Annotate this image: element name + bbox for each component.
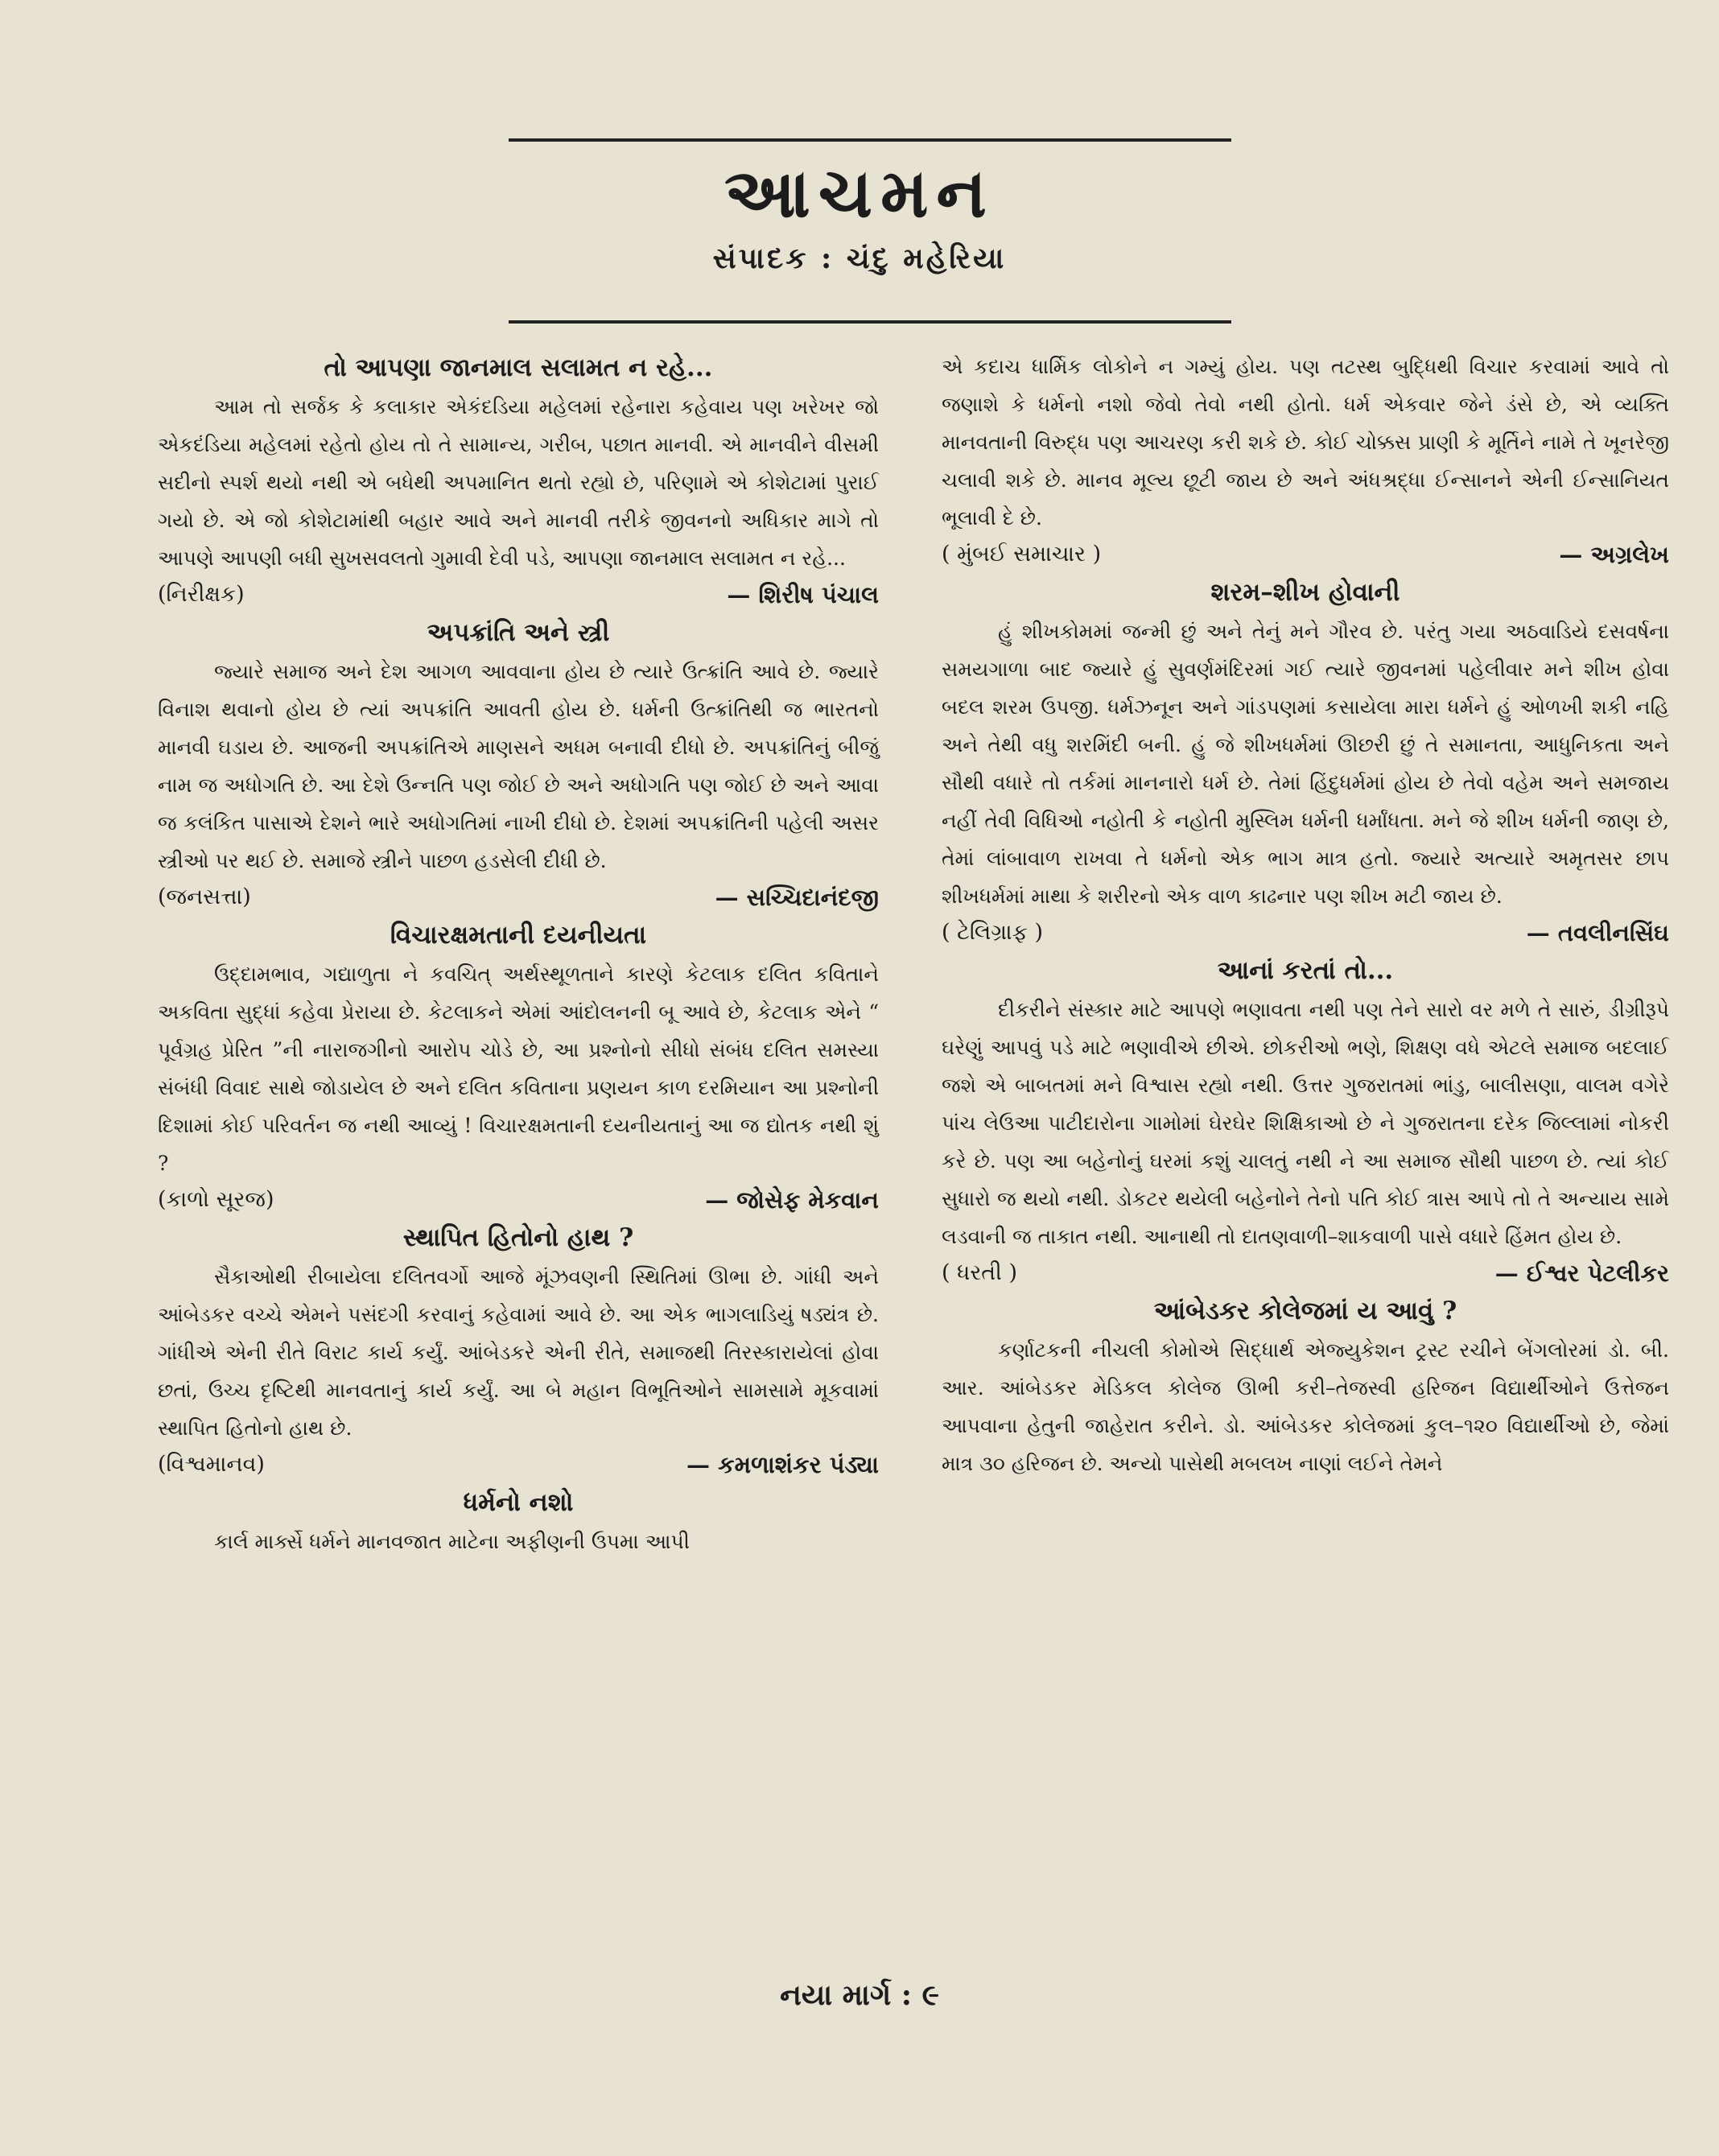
article-source: ( ટેલિગ્રાફ ) <box>942 920 1044 945</box>
page-footer: નયા માર્ગ : ૯ <box>780 1978 939 2012</box>
article-body: એ કદાચ ધાર્મિક લોકોને ન ગમ્યું હોય. પણ તટસ્થ બુદ્ધિથી વિચાર કરવામાં આવે તો જણાશે કે ધર્મનો નશો જેવો તેવો નથી હોતો. ધર્મ એકવાર જેને ડંસે છે, એ વ્યક્તિ માનવતાની વિરુદ્ધ પણ આચરણ કરી શકે છે. કોઈ ચોક્કસ પ્રાણી કે મૂર્તિને નામે તે ખૂનરેજી ચલાવી શકે છે. માનવ મૂલ્ય છૂટી જાય છે અને અંધશ્રદ્ધા ઈન્સાનને એની ઈન્સાનિયત ભૂલાવી દે છે. <box>942 355 1669 530</box>
article-source: ( મુંબઈ સમાચાર ) <box>942 542 1102 567</box>
article-body: કાર્લ માર્ક્સે ધર્મને માનવજાત માટેના અફીણની ઉપમા આપી <box>214 1530 690 1553</box>
article <box>158 915 879 1218</box>
article-body: સૈકાઓથી રીબાયેલા દલિતવર્ગો આજે મૂંઝવણની સ્થિતિમાં ઊભા છે. ગાંધી અને આંબેડકર વચ્ચે એમને પસંદગી કરવાનું કહેવામાં આવે છે. આ એક ભાગલાડિયું ષડ્યંત્ર છે. ગાંધીએ એની રીતે વિરાટ કાર્ય કર્યું. આંબેડકરે એની રીતે, સમાજથી તિરસ્કારાયેલાં હોવા છતાં, ઉચ્ચ દૃષ્ટિથી માનવતાનું કાર્ય કર્યું. આ બે મહાન વિભૂતિઓને સામસામે મૂકવામાં સ્થાપિત હિતોનો હાથ છે. <box>158 1265 879 1440</box>
article-credit <box>158 1447 879 1482</box>
article <box>158 1218 879 1482</box>
top-rule <box>509 138 1231 142</box>
article-author: — સચ્ચિદાનંદજી <box>715 884 879 911</box>
article-heading: આનાં કરતાં તો... <box>1217 956 1394 985</box>
article-author: — કમળાશંકર પંડ્યા <box>686 1451 879 1478</box>
article <box>942 1291 1669 1482</box>
article-continuation <box>942 348 1669 572</box>
article-author: — તવલીનસિંઘ <box>1526 919 1669 946</box>
title-bottom-rule <box>509 320 1231 324</box>
article-body: હું શીખકોમમાં જન્મી છું અને તેનું મને ગૌરવ છે. પરંતુ ગયા અઠવાડિયે દસવર્ષના સમયગાળા બાદ જ્યારે હું સુવર્ણમંદિરમાં ગઈ ત્યારે જીવનમાં પહેલીવાર મને શીખ હોવા બદલ શરમ ઉપજી. ધર્મઝનૂન અને ગાંડપણમાં કસાયેલા મારા ધર્મને હું ઓળખી શકી નહિ અને તેથી વધુ શરમિંદી બની. હું જે શીખધર્મમાં ઊછરી છું તે સમાનતા, આધુનિકતા અને સૌથી વધારે તો તર્કમાં માનનારો ધર્મ છે. તેમાં હિંદુધર્મમાં હોય છે તેવો વહેમ અને સમજાય નહીં તેવી વિધિઓ નહોતી કે નહોતી મુસ્લિમ ધર્મની ધર્માંધતા. મને જે શીખ ધર્મની જાણ છે, તેમાં લાંબાવાળ રાખવા તે ધર્મનો એક ભાગ માત્ર હતો. જ્યારે અત્યારે અમૃતસર છાપ શીખધર્મમાં માથા કે શરીરનો એક વાળ કાઢનાર પણ શીખ મટી જાય છે. <box>942 620 1669 908</box>
article-source: (વિશ્વમાનવ) <box>158 1452 265 1477</box>
article-author: — શિરીષ પંચાલ <box>727 581 879 608</box>
editor-line: સંપાદક : ચંદુ મહેરિયા <box>712 241 1007 275</box>
article-source: (જનસત્તા) <box>158 884 251 909</box>
article-credit <box>158 1182 879 1218</box>
section-title: આચમન <box>724 153 995 233</box>
article-heading: આંબેડકર કોલેજમાં ય આવું ? <box>1153 1296 1457 1325</box>
article-heading: વિચારક્ષમતાની દયનીયતા <box>390 921 647 950</box>
article-heading: ધર્મનો નશો <box>463 1488 574 1517</box>
article-credit <box>942 537 1669 572</box>
article-body: આમ તો સર્જક કે કલાકાર એકંદડિયા મહેલમાં રહેનારા કહેવાય પણ ખરેખર જો એકદંડિયા મહેલમાં રહેતો હોય તો તે સામાન્ય, ગરીબ, પછાત માનવી. એ માનવીને વીસમી સદીનો સ્પર્શ થયો નથી એ બધેથી અપમાનિત થતો રહ્યો છે, પરિણામે એ કોશેટામાં પુરાઈ ગયો છે. એ જો કોશેટામાંથી બહાર આવે અને માનવી તરીકે જીવનનો અધિકાર માગે તો આપણે આપણી બધી સુખસવલતો ગુમાવી દેવી પડે, આપણા જાનમાલ સલામત ન રહે... <box>158 395 879 570</box>
article <box>158 1482 879 1560</box>
article-heading: તો આપણા જાનમાલ સલામત ન રહે... <box>324 353 713 382</box>
article-author: — અગ્રલેખ <box>1559 541 1669 568</box>
article-credit <box>158 880 879 915</box>
left-column <box>158 348 879 1560</box>
article-author: — ઈશ્વર પેટલીકર <box>1494 1259 1669 1287</box>
article-credit <box>942 1255 1669 1291</box>
article-source: (કાળો સૂરજ) <box>158 1187 274 1212</box>
article <box>158 612 879 915</box>
article-author: — જોસેફ મેકવાન <box>705 1186 879 1214</box>
right-column <box>942 348 1669 1482</box>
article-source: ( ધરતી ) <box>942 1260 1018 1285</box>
article-body: દીકરીને સંસ્કાર માટે આપણે ભણાવતા નથી પણ તેને સારો વર મળે તે સારું, ડીગ્રીરૂપે ઘરેણું આપવું પડે માટે ભણાવીએ છીએ. છોકરીઓ ભણે, શિક્ષણ વધે એટલે સમાજ બદલાઈ જશે એ બાબતમાં મને વિશ્વાસ રહ્યો નથી. ઉત્તર ગુજરાતમાં ભાંડુ, બાલીસણા, વાલમ વગેરે પાંચ લેઉઆ પાટીદારોના ગામોમાં ઘેરઘેર શિક્ષિકાઓ છે ને ગુજરાતના દરેક જિલ્લામાં નોકરી કરે છે. પણ આ બહેનોનું ઘરમાં કશું ચાલતું નથી ને આ સમાજ સૌથી પાછળ છે. ત્યાં કોઈ સુધારો જ થયો નથી. ડોકટર થયેલી બહેનોને તેનો પતિ કોઈ ત્રાસ આપે તો તે અન્યાય સામે લડવાની જ તાકાત નથી. આનાથી તો દાતણવાળી–શાકવાળી પાસે વધારે હિંમત હોય છે. <box>942 998 1669 1248</box>
article-heading: શરમ–શીખ હોવાની <box>1210 578 1400 607</box>
article-body: કર્ણાટકની નીચલી કોમોએ સિદ્ધાર્થ એજ્યુકેશન ટ્રસ્ટ રચીને બેંગલોરમાં ડો. બી. આર. આંબેડકર મેડિકલ કોલેજ ઊભી કરી–તેજસ્વી હરિજન વિદ્યાર્થીઓને ઉત્તેજન આપવાના હેતુની જાહેરાત કરીને. ડો. આંબેડકર કોલેજમાં કુલ–૧૨૦ વિદ્યાર્થીઓ છે, જેમાં માત્ર ૩૦ હરિજન છે. અન્યો પાસેથી મબલખ નાણાં લઈને તેમને <box>942 1338 1669 1475</box>
article-heading: અપક્રાંતિ અને સ્ત્રી <box>427 618 610 647</box>
article-credit <box>942 915 1669 950</box>
article <box>942 572 1669 950</box>
article <box>942 950 1669 1291</box>
article-body: ઉદ્દામભાવ, ગદ્યાળુતા ને કવચિત્ અર્થસ્થૂળતાને કારણે કેટલાક દલિત કવિતાને અકવિતા સુદ્ધાં કહેવા પ્રેરાયા છે. કેટલાકને એમાં આંદોલનની બૂ આવે છે, કેટલાક એને “ પૂર્વગ્રહ પ્રેરિત ”ની નારાજગીનો આરોપ ચોડે છે, આ પ્રશ્નોનો સીધો સંબંધ દલિત સમસ્યા સંબંધી વિવાદ સાથે જોડાયેલ છે અને દલિત કવિતાના પ્રણયન કાળ દરમિયાન આ પ્રશ્નોની દિશામાં કોઈ પરિવર્તન જ નથી આવ્યું ! વિચારક્ષમતાની દયનીયતાનું આ જ દ્યોતક નથી શું ? <box>158 963 879 1175</box>
article-body: જ્યારે સમાજ અને દેશ આગળ આવવાના હોય છે ત્યારે ઉત્ક્રાંતિ આવે છે. જ્યારે વિનાશ થવાનો હોય છે ત્યાં અપક્રાંતિ આવતી હોય છે. ધર્મની ઉત્ક્રાંતિથી જ ભારતનો માનવી ઘડાય છે. આજની અપક્રાંતિએ માણસને અધમ બનાવી દીધો છે. અપક્રાંતિનું બીજું નામ જ અધોગતિ છે. આ દેશે ઉન્નતિ પણ જોઈ છે અને અધોગતિ પણ જોઈ છે અને આવા જ કલંકિત પાસાએ દેશને ભારે અધોગતિમાં નાખી દીધો છે. દેશમાં અપક્રાંતિની પહેલી અસર સ્ત્રીઓ પર થઈ છે. સમાજે સ્ત્રીને પાછળ હડસેલી દીધી છે. <box>158 660 879 872</box>
article <box>158 348 879 612</box>
article-source: (નિરીક્ષક) <box>158 582 245 607</box>
article-credit <box>158 577 879 612</box>
article-heading: સ્થાપિત હિતોનો હાથ ? <box>402 1223 634 1252</box>
